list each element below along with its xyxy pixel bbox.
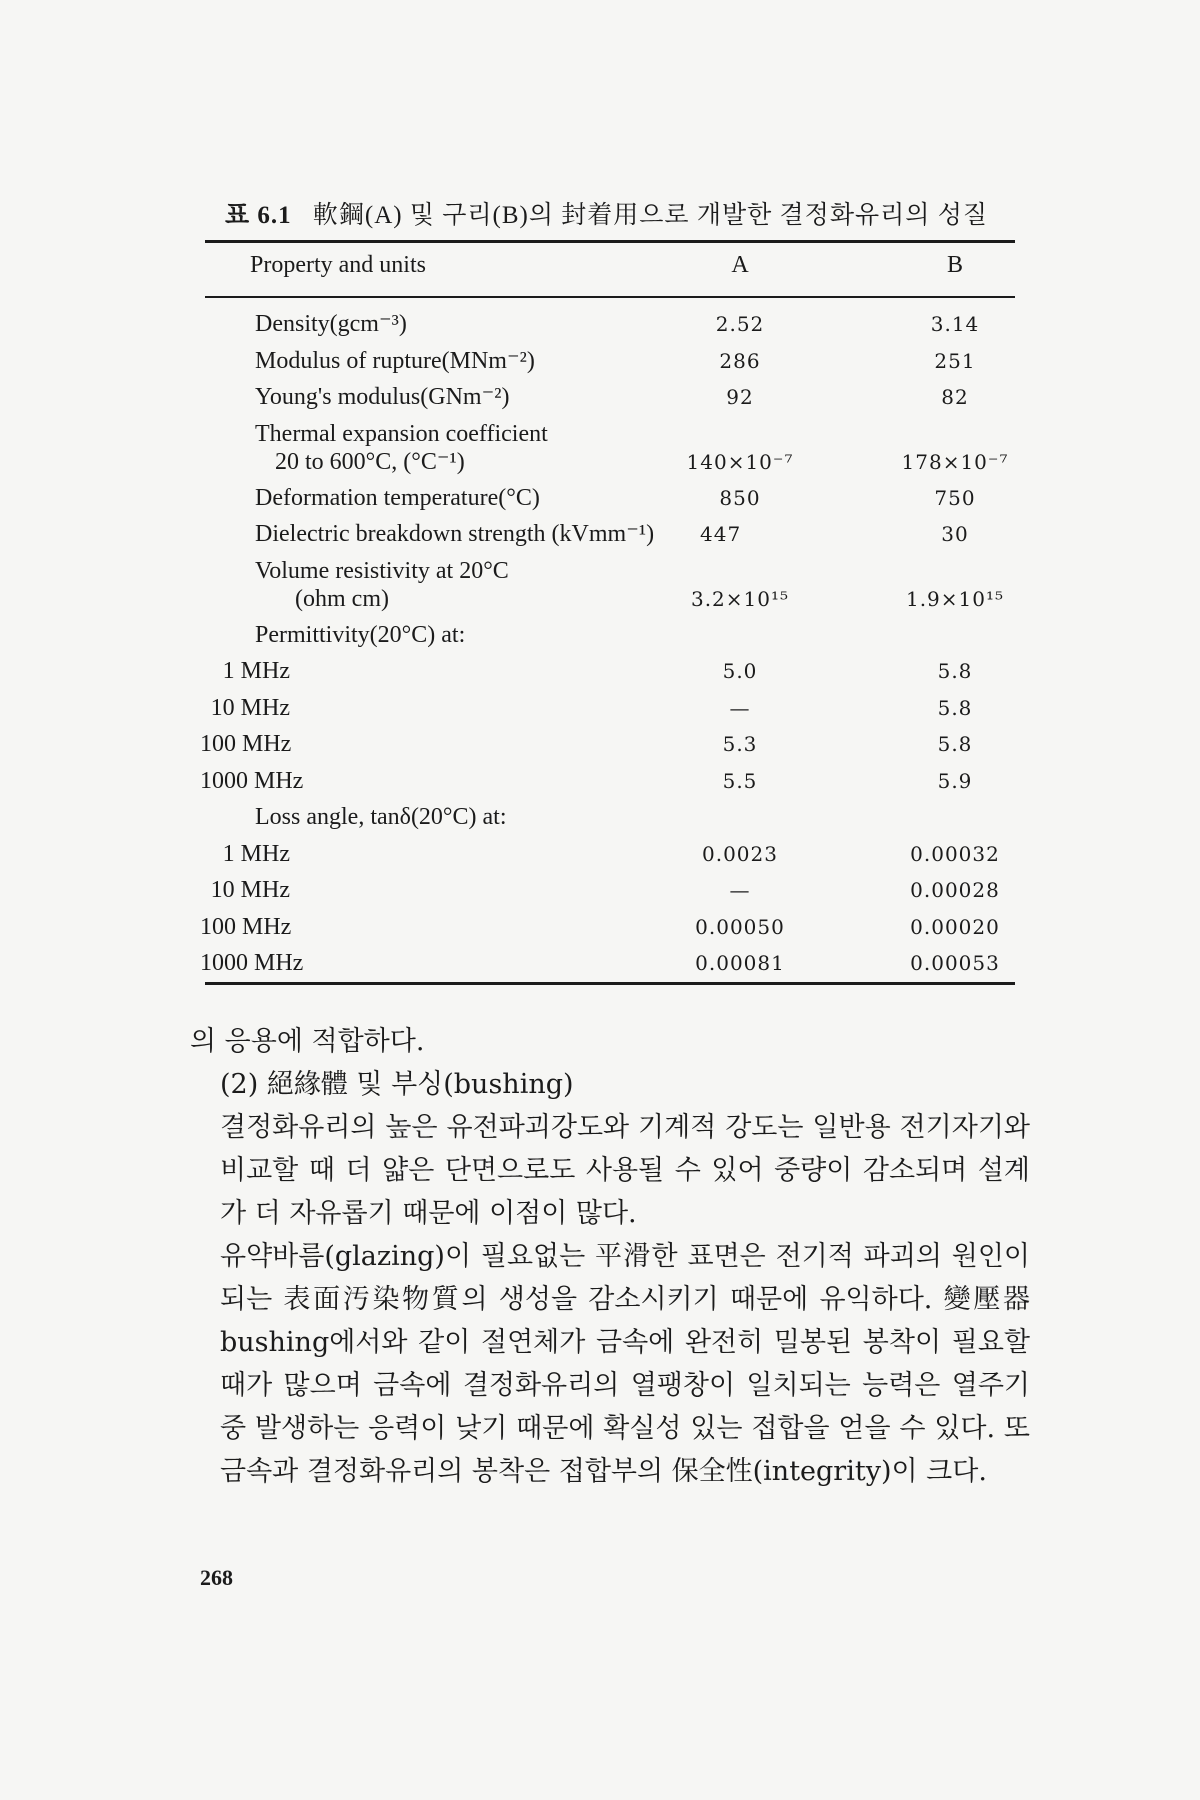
row-value-b: 0.00053	[910, 951, 1000, 975]
row-value-b: 750	[934, 485, 976, 510]
row-value-b: 5.8	[937, 659, 973, 683]
table-row	[0, 516, 1200, 553]
header-a: A	[731, 252, 749, 278]
row-property	[200, 836, 298, 873]
row-value-a: 5.3	[722, 732, 758, 756]
row-property	[200, 726, 298, 763]
row-property	[255, 557, 509, 613]
row-property	[200, 945, 304, 982]
row-value-a: 0.0023	[702, 841, 778, 866]
row-property: Deformation temperature(°C)	[255, 484, 540, 511]
row-value-a: 0.00050	[695, 914, 785, 939]
row-value-a: 3.2×10¹⁵	[690, 586, 790, 611]
row-property	[200, 690, 298, 727]
row-value-a: —	[729, 878, 751, 902]
paragraph: 결정화유리의 높은 유전파괴강도와 기계적 강도는 일반용 전기자기와 비교할 때 더 얇은 단면으로도 사용될 수 있어 중량이 감소되며 설계가 더 자유롭기 때문에 이점이 많다.	[220, 1112, 1030, 1229]
row-property-label: 100 MHz	[200, 731, 292, 757]
table-row	[0, 379, 1200, 416]
table-row	[0, 306, 1200, 343]
row-value-b: 0.00028	[910, 878, 1000, 902]
row-property: Density(gcm⁻³)	[255, 311, 407, 337]
table-row	[0, 763, 1200, 800]
row-property-label: 100 MHz	[200, 913, 292, 940]
row-value-b: 5.8	[937, 695, 973, 720]
row-property-label: 1000 MHz	[200, 950, 304, 976]
row-value-b: 0.00032	[910, 841, 1000, 866]
row-value-a: 140×10⁻⁷	[686, 449, 794, 474]
table-row	[0, 726, 1200, 763]
page-number: 268	[200, 1565, 233, 1590]
paragraph: 유약바름(glazing)이 필요없는 平滑한 표면은 전기적 파괴의 원인이 되는 表面汚染物質의 생성을 감소시키기 때문에 유익하다. 變壓器 bushing에서와 같이 절연체가 금속에 완전히 밀봉된 봉착이 필요할 때가 많으며 금속에 결정화유리의 열팽창이 일치되는 능력은 열주기 중 발생하는 응력이 낮기 때문에 확실성 있는 접합을 얻을 수 있다. 또 금속과 결정화유리의 봉착은 접합부의 保全性(integrity)이 크다.	[220, 1241, 1030, 1487]
row-value-a: 2.52	[715, 312, 765, 336]
table-caption-text: 軟鋼(A) 및 구리(B)의 封着用으로 개발한 결정화유리의 성질	[312, 202, 988, 229]
table-row	[0, 799, 1200, 836]
table-row	[0, 836, 1200, 873]
row-value-a: 0.00081	[695, 951, 785, 975]
table-row	[0, 343, 1200, 380]
table-row	[0, 416, 1200, 480]
row-property	[255, 420, 548, 476]
table-row	[0, 617, 1200, 654]
row-property-label: 1 MHz	[222, 658, 290, 684]
row-value-b: 5.8	[937, 732, 973, 756]
row-value-a: 447	[700, 522, 742, 546]
row-property-line2: 20 to 600°C, (°C⁻¹)	[275, 448, 465, 475]
row-value-b: 30	[941, 522, 969, 546]
table-row	[0, 909, 1200, 946]
table-row	[0, 690, 1200, 727]
table-caption-label: 표 6.1	[225, 202, 292, 229]
row-value-b: 1.9×10¹⁵	[905, 586, 1005, 611]
row-value-b: 0.00020	[910, 914, 1000, 939]
table-row	[0, 945, 1200, 982]
row-property-label: 1 MHz	[222, 840, 290, 867]
row-value-a: 850	[719, 485, 761, 510]
row-property-label: 10 MHz	[210, 877, 290, 903]
table-body	[0, 306, 1200, 982]
table-header-rule	[205, 296, 1015, 298]
row-value-b: 82	[941, 385, 969, 409]
row-property: Dielectric breakdown strength (kVmm⁻¹)	[255, 521, 655, 547]
row-value-a: —	[729, 695, 751, 720]
row-value-b: 251	[934, 348, 976, 373]
table-row	[0, 480, 1200, 517]
header-b: B	[946, 252, 963, 278]
table-caption	[225, 195, 988, 231]
row-property-line1: Thermal expansion coefficient	[255, 420, 548, 447]
row-property: Loss angle, tanδ(20°C) at:	[255, 804, 507, 830]
row-property: Modulus of rupture(MNm⁻²)	[255, 347, 535, 374]
row-value-b: 178×10⁻⁷	[901, 449, 1009, 474]
table-row	[0, 553, 1200, 617]
table-top-rule	[205, 240, 1015, 243]
row-property-label: 10 MHz	[210, 694, 290, 721]
row-property	[200, 763, 304, 800]
row-property	[200, 909, 298, 946]
table-row	[0, 872, 1200, 909]
row-property-line2: (ohm cm)	[295, 585, 389, 612]
row-value-b: 3.14	[930, 312, 980, 336]
row-property-label: 1000 MHz	[200, 767, 304, 794]
section-heading: (2) 絕緣體 및 부싱(bushing)	[220, 1069, 574, 1100]
row-value-a: 92	[726, 385, 754, 409]
row-property	[200, 653, 298, 690]
row-value-a: 286	[719, 348, 761, 373]
row-property-line1: Volume resistivity at 20°C	[255, 557, 509, 584]
row-value-a: 5.0	[722, 659, 758, 683]
row-value-b: 5.9	[937, 768, 973, 793]
continuation-line: 의 응용에 적합하다.	[190, 1026, 425, 1057]
row-property: Young's modulus(GNm⁻²)	[255, 384, 510, 410]
header-property: Property and units	[250, 252, 426, 278]
body-text	[190, 1020, 1030, 1493]
row-property: Permittivity(20°C) at:	[255, 621, 466, 648]
row-value-a: 5.5	[722, 768, 758, 793]
table-bottom-rule	[205, 982, 1015, 985]
row-property	[200, 872, 298, 909]
table-row	[0, 653, 1200, 690]
